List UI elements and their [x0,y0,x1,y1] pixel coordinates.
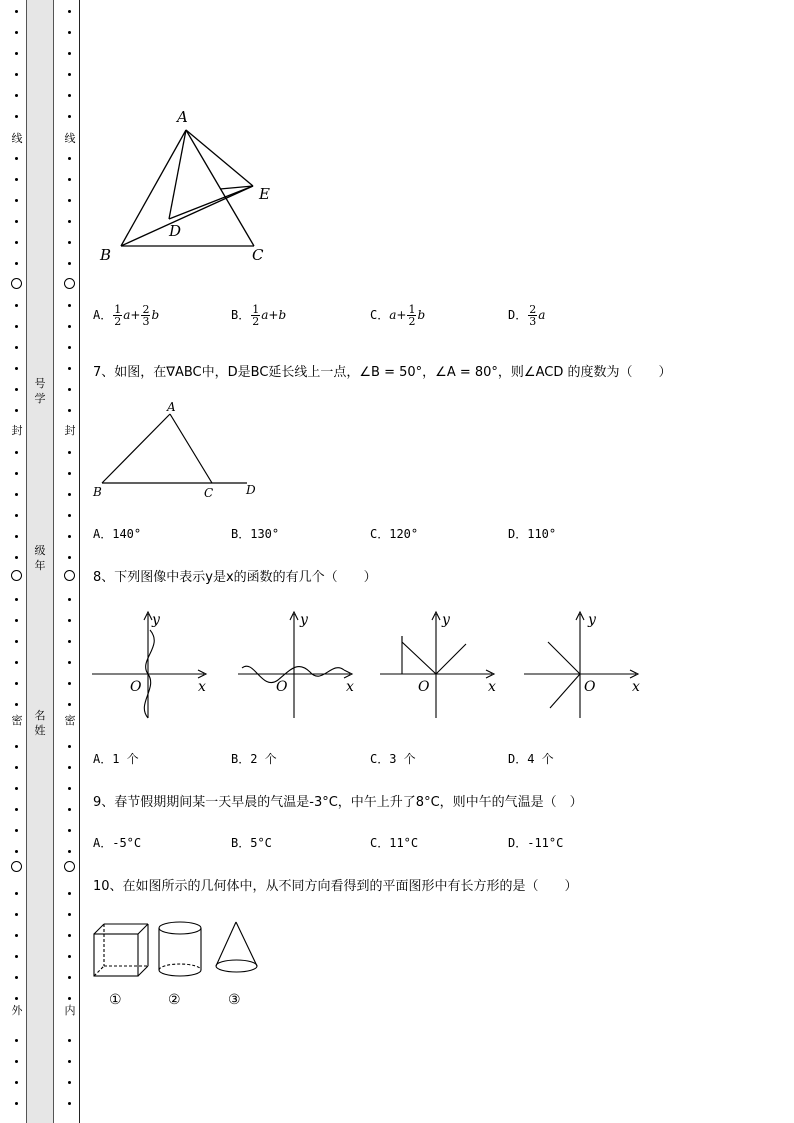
binding-dot [15,31,18,34]
binding-dot [15,1081,18,1084]
binding-dot [15,556,18,559]
binding-dot [68,199,71,202]
svg-text:x: x [632,679,640,695]
q8-option-d[interactable]: D．4 个 [508,752,554,766]
q10-solids [90,918,270,1013]
binding-dot [15,787,18,790]
binding-dot [68,850,71,853]
svg-text:O: O [130,679,142,695]
binding-dot [68,661,71,664]
q7-option-d[interactable]: D．110° [508,527,557,541]
fraction: $\frac{1}{2}$ [114,303,122,328]
q6-figure [95,105,285,270]
binding-dot [15,913,18,916]
binding-dot [15,1102,18,1105]
q8-graph-3 [380,608,506,722]
binding-dot [15,745,18,748]
binding-dot [15,1039,18,1042]
binding-dot [68,703,71,706]
binding-dot [15,535,18,538]
binding-dot [15,388,18,391]
svg-text:y: y [300,612,308,628]
binding-dot [68,787,71,790]
q8-option-c[interactable]: C．3 个 [370,752,416,766]
binding-dot [68,1102,71,1105]
label-student-id: 号学 [34,377,46,405]
binding-dot [15,157,18,160]
q7-option-b[interactable]: B．130° [231,527,280,541]
binding-dot [15,409,18,412]
binding-dot [68,892,71,895]
q8-graph-1 [92,608,218,722]
svg-text:y: y [152,612,160,628]
binding-dot [15,472,18,475]
q8-graph-2 [238,608,364,722]
binding-circle [64,861,75,872]
binding-dot [15,892,18,895]
q6-label-a: A [177,108,188,126]
binding-dot [68,598,71,601]
binding-dot [68,73,71,76]
binding-dot [15,829,18,832]
q6-option-d[interactable]: D． $\frac{2}{3}$ a [508,303,546,328]
binding-dot [15,661,18,664]
binding-dot [68,640,71,643]
solid-label-2: ② [168,992,181,1008]
binding-dot [15,808,18,811]
binding-dot [15,325,18,328]
fraction: $\frac{1}{2}$ [408,303,416,328]
svg-text:x: x [488,679,496,695]
binding-dot [68,1039,71,1042]
q9-option-c[interactable]: C．11°C [370,836,419,850]
svg-text:x: x [198,679,206,695]
svg-text:O: O [584,679,596,695]
binding-dot [68,1060,71,1063]
binding-dot [68,52,71,55]
binding-dot [68,409,71,412]
binding-dot [68,451,71,454]
left-mark-xian: 线 [11,132,23,145]
binding-circle [11,570,22,581]
right-dotted-line [67,0,73,1123]
binding-dot [15,598,18,601]
label-name: 名姓 [34,709,46,737]
binding-dot [68,682,71,685]
binding-circle [11,278,22,289]
q6-option-c[interactable]: C．a+ $\frac{1}{2}$ b [370,303,426,328]
binding-dot [15,220,18,223]
binding-dot [68,766,71,769]
binding-dot [15,304,18,307]
binding-dot [68,745,71,748]
fraction: $\frac{2}{3}$ [142,303,150,328]
binding-dot [68,1081,71,1084]
q9-option-b[interactable]: B．5°C [231,836,272,850]
binding-dot [15,640,18,643]
q8-graph-4 [524,608,650,722]
svg-text:O: O [418,679,430,695]
binding-dot [68,514,71,517]
binding-dot [15,367,18,370]
q7-option-c[interactable]: C．120° [370,527,419,541]
q7-label-a: A [167,400,176,414]
binding-dot [68,997,71,1000]
fraction: $\frac{2}{3}$ [529,303,537,328]
q7-label-d: D [246,483,256,497]
binding-dot [68,535,71,538]
binding-circle [11,861,22,872]
binding-dot [15,976,18,979]
q6-label-d: D [169,222,182,240]
solid-label-1: ① [109,992,122,1008]
binding-dot [15,850,18,853]
binding-dot [68,934,71,937]
binding-dot [15,52,18,55]
svg-text:y: y [442,612,450,628]
binding-dot [68,94,71,97]
left-mark-wai: 外 [11,1004,23,1017]
binding-dot [68,829,71,832]
binding-dot [15,115,18,118]
binding-dot [68,262,71,265]
binding-circle [64,570,75,581]
binding-dot [68,157,71,160]
binding-dot [68,955,71,958]
svg-text:y: y [588,612,596,628]
binding-dot [15,73,18,76]
q8-option-b[interactable]: B．2 个 [231,752,277,766]
q6-label-b: B [100,246,112,264]
binding-dot [15,997,18,1000]
left-mark-feng: 封 [11,424,23,437]
svg-text:O: O [276,679,288,695]
q6-label-e: E [259,185,270,203]
q6-option-b[interactable]: B． $\frac{1}{2}$ a+b [231,303,287,328]
binding-dot [68,178,71,181]
q7-label-b: B [93,485,102,499]
right-mark-feng: 封 [64,424,76,437]
binding-dot [68,241,71,244]
right-mark-xian: 线 [64,132,76,145]
binding-dot [15,94,18,97]
binding-dot [68,493,71,496]
q8-option-a[interactable]: A．1 个 [93,752,139,766]
left-mark-mi: 密 [11,714,23,727]
binding-circle [64,278,75,289]
binding-dot [15,346,18,349]
binding-dot [15,451,18,454]
binding-dot [15,619,18,622]
q7-figure [90,398,270,502]
svg-text:x: x [346,679,354,695]
right-mark-mi: 密 [64,714,76,727]
binding-dot [68,31,71,34]
solid-label-3: ③ [228,992,241,1008]
q7-label-c: C [204,486,214,500]
binding-dot [68,913,71,916]
q6-label-c: C [252,246,264,264]
right-mark-nei: 内 [64,1004,76,1017]
binding-dot [68,976,71,979]
binding-dot [15,682,18,685]
binding-dot [68,556,71,559]
binding-dot [68,619,71,622]
q7-option-a[interactable]: A．140° [93,527,142,541]
q10-stem: 10、在如图所示的几何体中，从不同方向看得到的平面图形中有长方形的是（ ） [93,879,578,894]
binding-dot [68,346,71,349]
binding-dot [15,199,18,202]
binding-dot [68,10,71,13]
q9-option-d[interactable]: D．-11°C [508,836,564,850]
binding-dot [15,493,18,496]
binding-dot [15,10,18,13]
binding-dot [15,1060,18,1063]
q8-stem: 8、下列图像中表示y是x的函数的有几个（ ） [93,570,377,585]
label-grade: 级年 [34,544,46,572]
binding-dot [15,955,18,958]
binding-dot [15,178,18,181]
binding-dot [15,241,18,244]
binding-dot [15,514,18,517]
binding-dot [68,367,71,370]
q9-option-a[interactable]: A．-5°C [93,836,142,850]
binding-dot [68,115,71,118]
binding-dot [15,766,18,769]
binding-dot [15,262,18,265]
q6-option-a[interactable]: A． $\frac{1}{2}$ a+ $\frac{2}{3}$ b [93,303,160,328]
fraction: $\frac{1}{2}$ [252,303,260,328]
binding-dot [68,472,71,475]
q7-stem: 7、如图，在∇ABC中，D是BC延长线上一点，∠B = 50°，∠A = 80°，则∠ACD 的度数为（ ） [93,365,672,380]
binding-rule [79,0,80,1123]
binding-dot [68,808,71,811]
binding-dot [15,934,18,937]
binding-dot [68,220,71,223]
q9-stem: 9、春节假期期间某一天早晨的气温是-3°C，中午上升了8°C，则中午的气温是（ ） [93,795,583,810]
binding-dot [68,388,71,391]
binding-dot [68,325,71,328]
left-dotted-line [14,0,20,1123]
binding-dot [68,304,71,307]
binding-dot [15,703,18,706]
